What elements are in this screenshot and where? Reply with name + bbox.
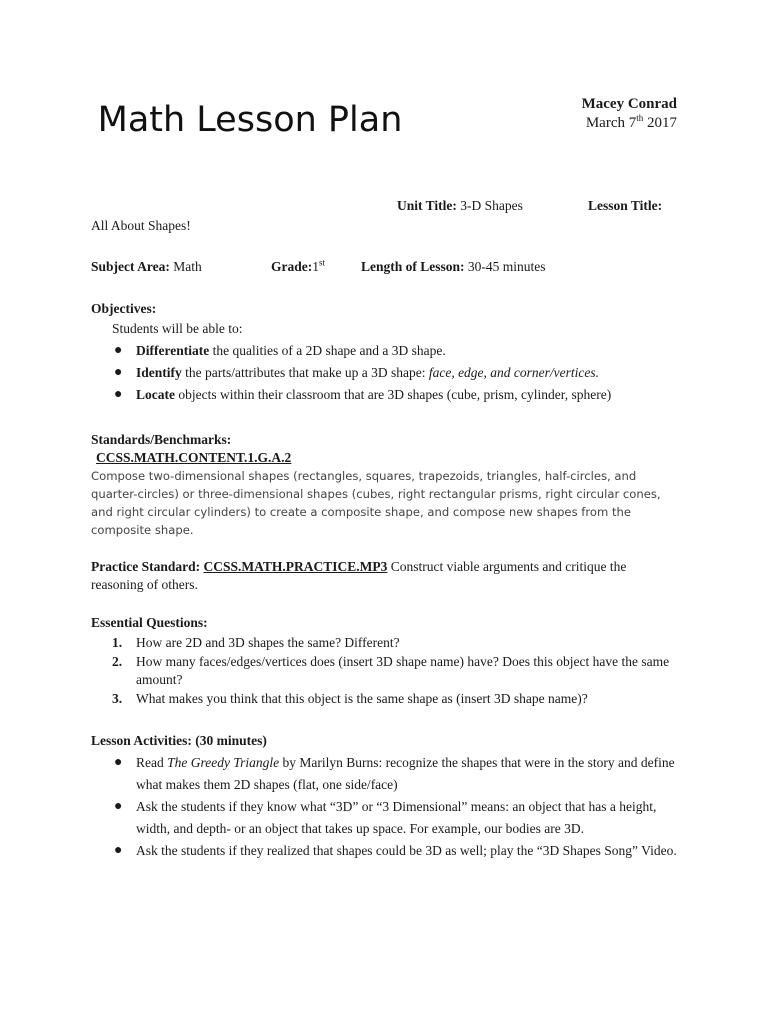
lesson-title-label: Lesson Title: xyxy=(588,198,663,213)
essential-questions-heading: Essential Questions: xyxy=(91,615,208,630)
list-item: 2. How many faces/edges/vertices does (insert 3D shape name) have? Does this object have the same amount? xyxy=(112,654,670,687)
lesson-title-value: All About Shapes! xyxy=(91,218,191,233)
list-item: ● Ask the students if they realized that shapes could be 3D as well; play the “3D Shapes Song” Video. xyxy=(114,843,677,858)
practice-standard: Practice Standard: CCSS.MATH.PRACTICE.MP3 Construct viable arguments and critique the reasoning of others. xyxy=(91,559,627,592)
unit-title: Unit Title: 3-D Shapes xyxy=(397,198,523,213)
standard-text: Compose two-dimensional shapes (rectangles, squares, trapezoids, triangles, half-circles, and quarter-circles) or three-dimensional shapes (cubes, right rectangular prisms, right circular cones, and right circular cylinders) to create a composite shape, and compose new shapes from the composite shape. xyxy=(91,469,661,537)
grade: Grade:1st xyxy=(271,257,326,274)
author-block xyxy=(582,95,677,133)
objectives-intro: Students will be able to: xyxy=(112,321,243,336)
author-name: Macey Conrad xyxy=(581,96,677,112)
list-item: ● Ask the students if they know what “3D” or “3 Dimensional” means: an object that has a height, width, and depth- or an object that takes up space. For example, our bodies are 3D. xyxy=(114,799,657,836)
lesson-date: March 7th 2017 xyxy=(585,113,677,131)
list-item: ● Identify the parts/attributes that make up a 3D shape: face, edge, and corner/vertices. xyxy=(114,365,600,380)
list-item: ● Read The Greedy Triangle by Marilyn Burns: recognize the shapes that were in the story and define what makes them 2D shapes (flat, one side/face) xyxy=(114,755,675,792)
standard-code: CCSS.MATH.CONTENT.1.G.A.2 xyxy=(96,450,292,465)
list-item: 1. How are 2D and 3D shapes the same? Different? xyxy=(112,635,400,650)
essential-questions-list xyxy=(112,634,682,709)
subject-area: Subject Area: Math xyxy=(91,259,202,274)
list-item: ● Locate objects within their classroom that are 3D shapes (cube, prism, cylinder, sphere) xyxy=(114,387,612,402)
list-item: ● Differentiate the qualities of a 2D shape and a 3D shape. xyxy=(114,343,446,358)
objectives-heading: Objectives: xyxy=(91,301,157,316)
objectives-list xyxy=(112,340,682,406)
page-title: Math Lesson Plan xyxy=(97,100,403,140)
lesson-activities-list xyxy=(112,752,682,862)
lesson-activities-heading: Lesson Activities: (30 minutes) xyxy=(91,733,267,748)
list-item: 3. What makes you think that this object is the same shape as (insert 3D shape name)? xyxy=(112,691,588,706)
standards-heading: Standards/Benchmarks: xyxy=(91,432,232,447)
lesson-length: Length of Lesson: 30-45 minutes xyxy=(361,259,546,274)
